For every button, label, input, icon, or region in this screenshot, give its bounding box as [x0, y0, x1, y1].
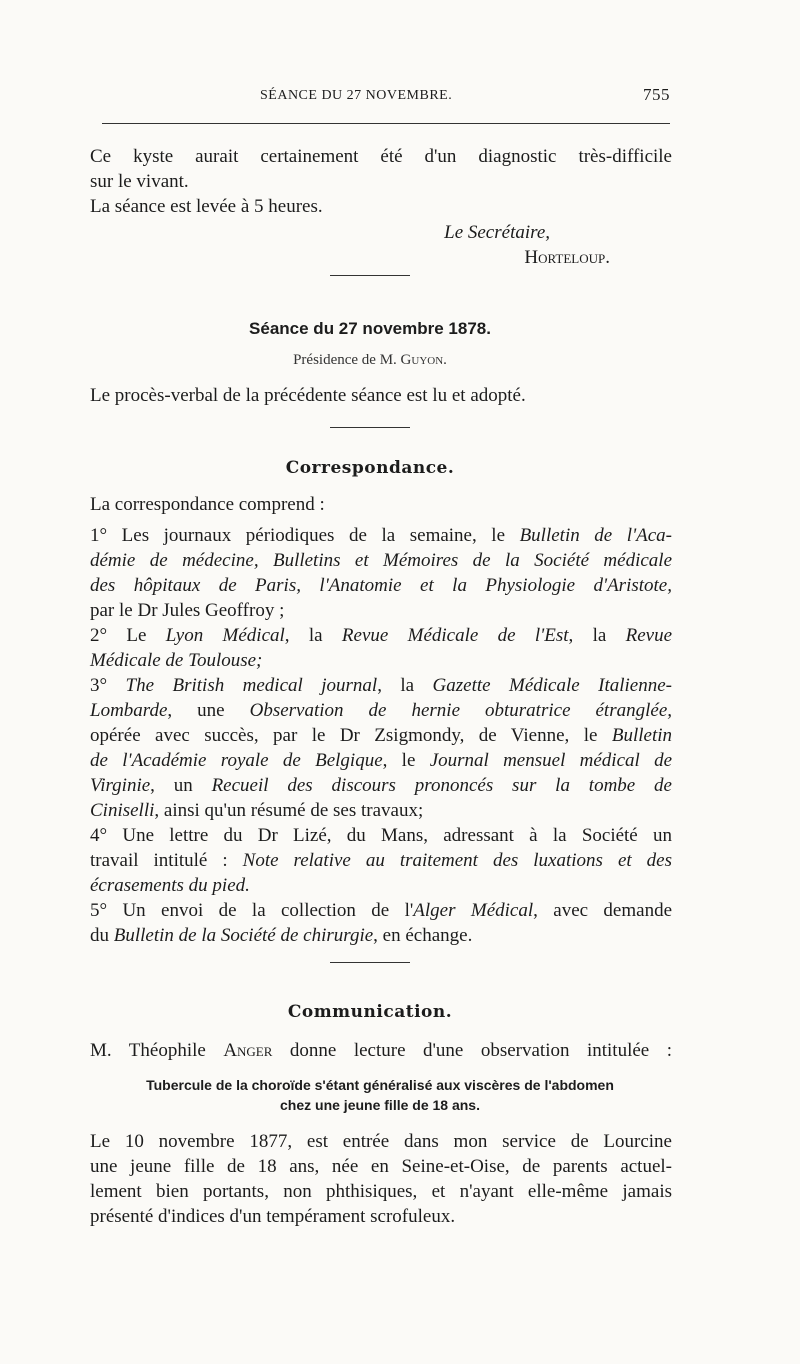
observation-title	[80, 1075, 680, 1115]
title-line: chez une jeune fille de 18 ans.	[280, 1097, 480, 1113]
text-line: Ce kyste aurait certainement été d'un diagnostic très-difficile	[90, 146, 672, 167]
correspondance-item-4	[90, 823, 672, 898]
text-line: présenté d'indices d'un tempérament scrofuleux.	[90, 1206, 456, 1227]
text-span: , ainsi qu'un résumé de ses travaux;	[154, 800, 424, 821]
section-divider	[330, 962, 410, 963]
text-span: , une	[167, 700, 250, 721]
italic-span: Alger Médical	[413, 900, 534, 921]
text-span: 5° Un envoi de la collection de l'	[90, 900, 414, 921]
italic-span: Journal mensuel médical de	[429, 750, 672, 771]
italic-span: Observation de hernie obturatrice étranglée,	[249, 700, 672, 721]
correspondance-item-2	[90, 623, 672, 673]
correspondance-heading: Correspondance.	[285, 458, 455, 478]
minutes-line	[90, 383, 672, 408]
signature-name: Horteloup.	[524, 247, 610, 268]
running-title: SÉANCE DU 27 NOVEMBRE.	[260, 88, 453, 103]
observation-body	[90, 1129, 672, 1229]
communication-heading: Communication.	[287, 1002, 453, 1022]
section-divider	[330, 427, 410, 428]
italic-span: Virginie	[90, 775, 151, 796]
italic-span: des hôpitaux de Paris, l'Anatomie et la Physiologie d'Aristote,	[90, 575, 672, 596]
title-line: Tubercule de la choroïde s'étant généralisé aux viscères de l'abdomen	[146, 1077, 614, 1093]
italic-span: Bulletin	[611, 725, 672, 746]
signature-role: Le Secrétaire,	[444, 222, 550, 243]
italic-span: Médicale de Toulouse;	[90, 650, 263, 671]
text-span: , un	[150, 775, 212, 796]
correspondance-item-5	[90, 898, 672, 948]
correspondance-item-1	[90, 523, 672, 623]
closing-paragraph	[90, 144, 672, 219]
correspondance-intro: La correspondance comprend :	[90, 494, 325, 515]
presidence-line	[90, 348, 650, 373]
text-span: , en échange.	[373, 925, 473, 946]
text-span: 3°	[90, 675, 126, 696]
text-span: 1° Les journaux périodiques de la semaine, le	[90, 525, 520, 546]
text-span: du	[90, 925, 114, 946]
text-line: par le Dr Jules Geoffroy ;	[90, 600, 285, 621]
minutes-text: Le procès-verbal de la précédente séance est lu et adopté.	[90, 385, 526, 406]
text-span: opérée avec succès, par le Dr Zsigmondy, de Vienne, le	[90, 725, 612, 746]
signature-block	[90, 220, 610, 270]
italic-span: Recueil des discours prononcés sur la tombe de	[211, 775, 672, 796]
text-line: lement bien portants, non phthisiques, et n'ayant elle-même jamais	[90, 1181, 672, 1202]
text-span: , la	[568, 625, 626, 646]
page-number: 755	[643, 85, 670, 104]
presidence-prefix: Présidence de M.	[293, 352, 401, 368]
italic-span: Lombarde	[90, 700, 168, 721]
correspondance-item-3	[90, 673, 672, 823]
italic-span: Ciniselli	[90, 800, 155, 821]
italic-span: écrasements du pied.	[90, 875, 250, 896]
president-name: Guyon.	[400, 352, 447, 368]
text-line: Le 10 novembre 1877, est entrée dans mon service de Lourcine	[90, 1131, 672, 1152]
session-heading: Séance du 27 novembre 1878.	[249, 319, 491, 338]
text-line: 4° Une lettre du Dr Lizé, du Mans, adressant à la Société un	[90, 825, 672, 846]
author-name: Anger	[223, 1040, 273, 1061]
italic-span: Gazette Médicale Italienne-	[432, 675, 672, 696]
text-span: , la	[284, 625, 342, 646]
text-span: donne lecture d'une observation intitulée :	[272, 1040, 672, 1061]
text-line: une jeune fille de 18 ans, née en Seine-et-Oise, de parents actuel-	[90, 1156, 672, 1177]
section-divider	[330, 275, 410, 276]
text-span: , avec demande	[533, 900, 672, 921]
text-line: sur le vivant.	[90, 171, 189, 192]
italic-span: Bulletin de la Société de chirurgie	[113, 925, 374, 946]
italic-span: démie de médecine, Bulletins et Mémoires de la Société médicale	[90, 550, 672, 571]
text-span: travail intitulé :	[90, 850, 243, 871]
text-span: 2° Le	[90, 625, 166, 646]
text-line: La séance est levée à 5 heures.	[90, 196, 323, 217]
italic-span: Lyon Médical	[165, 625, 285, 646]
correspondance-body	[90, 492, 672, 948]
communication-intro	[90, 1038, 672, 1063]
header-rule	[102, 123, 670, 124]
text-span: M. Théophile	[90, 1040, 224, 1061]
italic-span: Revue Médicale de l'Est	[341, 625, 569, 646]
italic-span: de l'Académie royale de Belgique	[90, 750, 383, 771]
italic-span: Bulletin de l'Aca-	[519, 525, 672, 546]
text-span: , le	[382, 750, 430, 771]
italic-span: The British medical journal	[125, 675, 378, 696]
italic-span: Revue	[625, 625, 673, 646]
italic-span: Note relative au traitement des luxations et des	[242, 850, 672, 871]
text-span: , la	[377, 675, 433, 696]
